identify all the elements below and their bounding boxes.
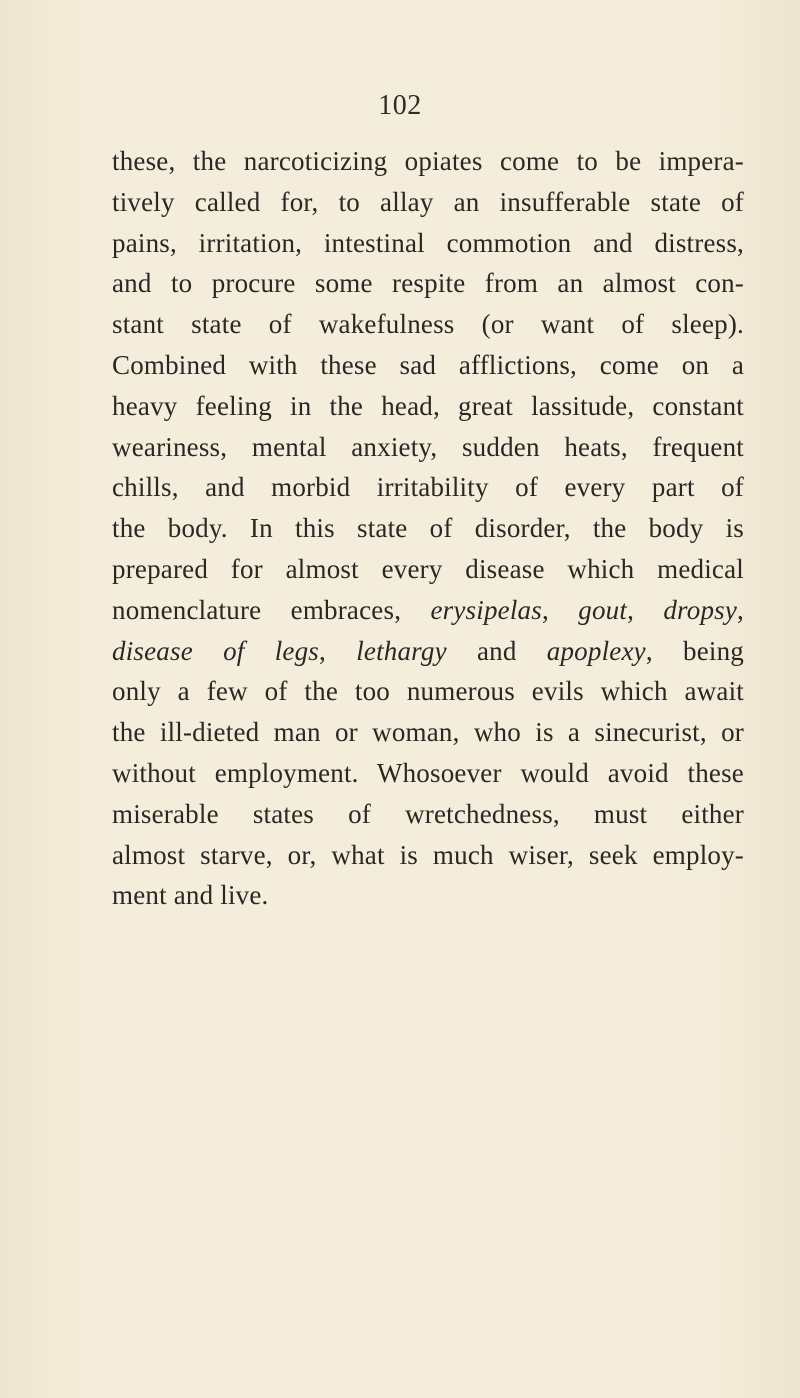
text-line xyxy=(112,753,744,794)
text-line xyxy=(112,835,744,876)
text-segment: heavy feeling in the head, great lassitude, constant xyxy=(112,390,744,421)
text-segment: weariness, mental anxiety, sudden heats, frequent xyxy=(112,431,744,462)
text-segment: and to procure some respite from an almost con- xyxy=(112,268,744,299)
text-line xyxy=(112,671,744,712)
text-segment: stant state of wakefulness (or want of sleep). xyxy=(112,309,744,340)
text-line xyxy=(112,712,744,753)
text-segment: , being xyxy=(645,635,744,666)
text-line xyxy=(112,794,744,835)
italic-term: apoplexy xyxy=(546,635,646,666)
italic-term: disease of legs xyxy=(112,635,320,666)
text-line xyxy=(112,467,744,508)
text-segment: tively called for, to allay an insufferable state of xyxy=(112,186,744,217)
italic-term: dropsy xyxy=(663,594,738,625)
text-segment: chills, and morbid irritability of every part of xyxy=(112,472,744,503)
text-segment: miserable states of wretchedness, must either xyxy=(112,798,744,829)
text-segment: the ill-dieted man or woman, who is a sinecurist, or xyxy=(112,717,744,748)
body-paragraph xyxy=(112,141,744,916)
italic-term: gout xyxy=(578,594,628,625)
text-line xyxy=(112,631,744,672)
text-segment: Combined with these sad afflictions, come on a xyxy=(112,349,744,380)
text-segment: these, the narcoticizing opiates come to be impera- xyxy=(112,146,744,176)
text-line xyxy=(112,345,744,386)
text-line xyxy=(112,263,744,304)
text-line xyxy=(112,590,744,631)
text-segment: the body. In this state of disorder, the body is xyxy=(112,513,744,544)
text-segment: without employment. Whosoever would avoid these xyxy=(112,757,744,788)
page-number: 102 xyxy=(378,90,422,121)
text-segment: prepared for almost every disease which medical xyxy=(112,553,744,584)
text-line xyxy=(112,386,744,427)
text-line xyxy=(112,508,744,549)
text-segment: , xyxy=(319,635,357,666)
text-line xyxy=(112,549,744,590)
text-segment: , xyxy=(737,594,744,625)
text-segment: pains, irritation, intestinal commotion and distress, xyxy=(112,227,744,258)
italic-term: erysipelas xyxy=(430,594,542,625)
text-segment: , xyxy=(541,594,579,625)
text-segment: only a few of the too numerous evils which await xyxy=(112,676,744,707)
text-line xyxy=(112,875,744,916)
text-line xyxy=(112,427,744,468)
text-line xyxy=(112,141,744,182)
italic-term: lethargy xyxy=(356,635,447,666)
text-segment: , xyxy=(627,594,664,625)
text-line xyxy=(112,304,744,345)
text-line xyxy=(112,182,744,223)
text-line xyxy=(112,223,744,264)
text-segment: ment and live. xyxy=(112,880,269,911)
text-segment: almost starve, or, what is much wiser, seek employ- xyxy=(112,839,744,870)
text-segment: and xyxy=(446,635,547,666)
text-segment: nomenclature embraces, xyxy=(112,594,431,625)
